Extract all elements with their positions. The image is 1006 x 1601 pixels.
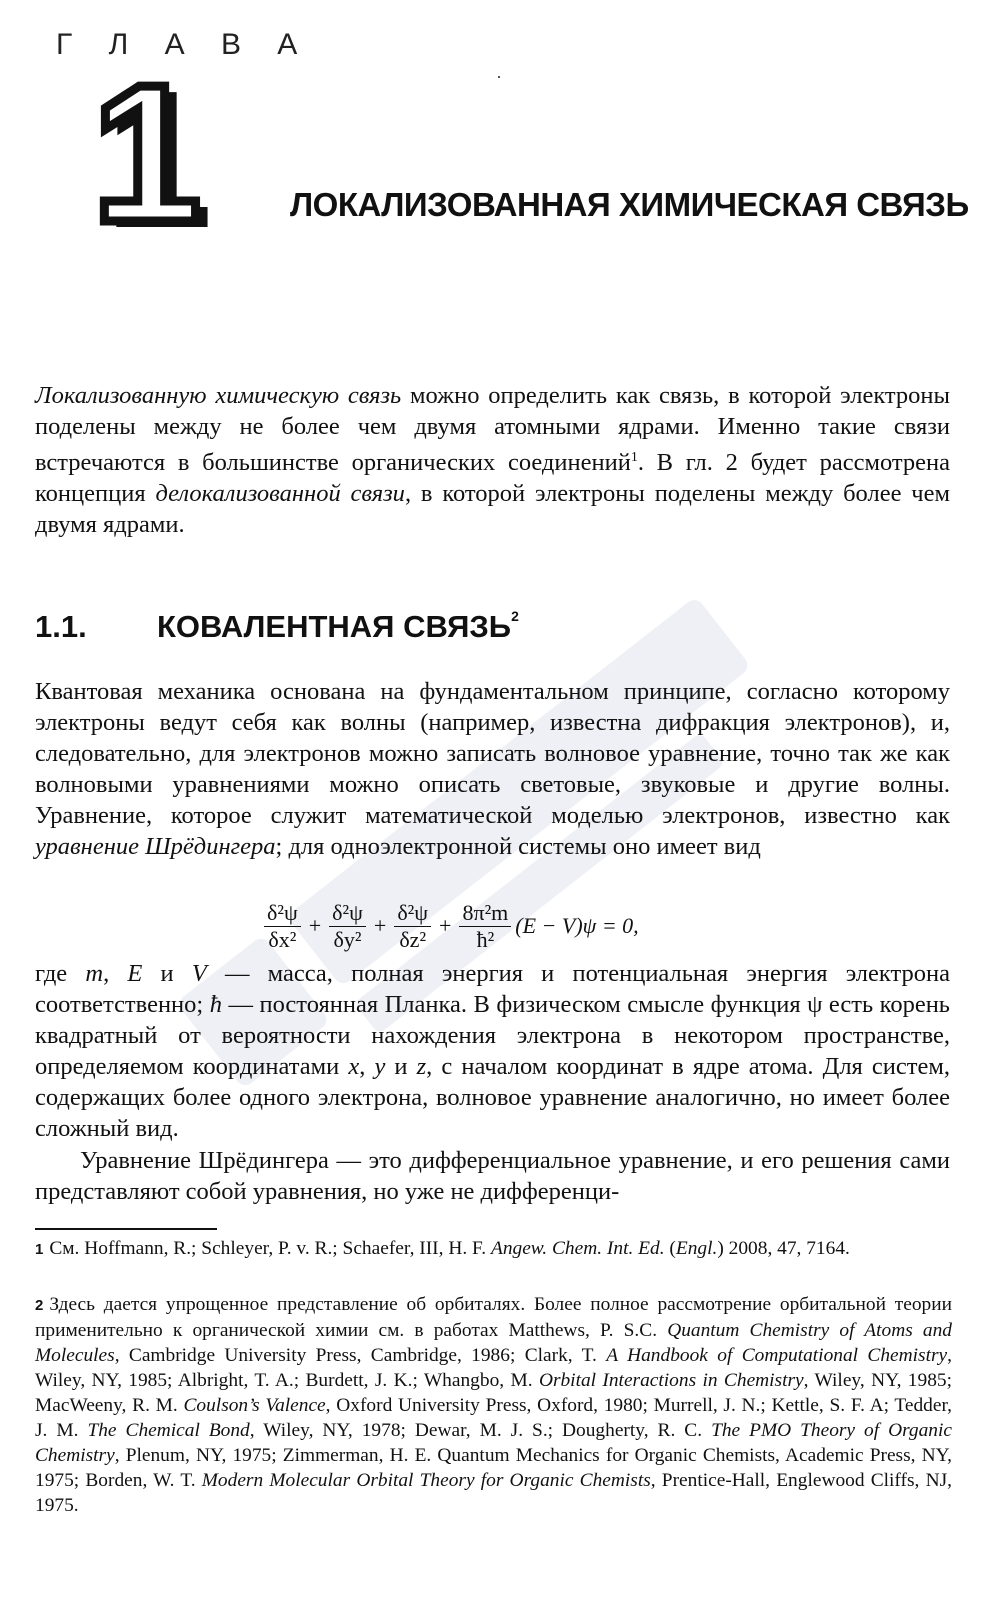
footnote-1: 1 См. Hoffmann, R.; Schleyer, P. v. R.; Schaefer, III, H. F. Angew. Chem. Int. Ed. (Engl.) 2008, 47, 7164.: [35, 1238, 850, 1259]
footnote-2: 2 Здесь дается упрощенное представление об орбиталях. Более полное рассмотрение орбитальной теории применительно к органической химии см. в работах Matthews, P. S.C. Quantum Chemistry of Atoms and Molecules, Cambridge University Press, Cambridge, 1986; Clark, T. A Handbook of Computational Chemistry, Wiley, NY, 1985; Albright, T. A.; Burdett, J. K.; Whangbo, M. Orbital Interactions in Chemistry, Wiley, NY, 1985; MacWeeny, R. M. Coulson’s Valence, Oxford University Press, Oxford, 1980; Murrell, J. N.; Kettle, S. F. A; Tedder, J. M. The Chemical Bond, Wiley, NY, 1978; Dewar, M. J. S.; Dougherty, R. C. The PMO Theory of Organic Chemistry, Plenum, NY, 1975; Zimmerman, H. E. Quantum Mechanics for Organic Chemists, Academic Press, NY, 1975; Borden, W. T. Modern Molecular Orbital Theory for Organic Chemists, Prentice-Hall, Englewood Cliffs, NJ, 1975.: [35, 1294, 953, 1516]
schrodinger-equation: $\frac{\text{δ²ψ}}{\text{δx²}}$ + $\frac{\text{δ²ψ}}{\text{δy²}}$ + $\frac{\text{δ²ψ}}{\text{δz²}}$ + $\frac{\text{8π²m}}{\text{ħ²}}$ (E − V)ψ = 0,: [260, 896, 780, 956]
fraction-z: $\frac{\text{δ²ψ}}{\text{δz²}}$: [394, 900, 431, 953]
chapter-title: ЛОКАЛИЗОВАННАЯ ХИМИЧЕСКАЯ СВЯЗЬ: [290, 186, 969, 223]
paragraph-3: Уравнение Шрёдингера — это дифференциальное уравнение, и его решения сами представляют собой уравнения, но уже не дифференци-: [35, 1147, 950, 1205]
fraction-y: $\frac{\text{δ²ψ}}{\text{δy²}}$: [329, 900, 366, 953]
scan-dot: [498, 76, 500, 78]
intro-term-2: делокализованной связи: [155, 480, 405, 508]
footnote-divider: [35, 1228, 217, 1230]
footnote-ref-1[interactable]: 1: [630, 450, 638, 465]
section-heading: [35, 608, 950, 645]
paragraph-2: где m, E и V — масса, полная энергия и потенциальная энергия электрона соответственно; ħ — постоянная Планка. В физическом смысле функция ψ есть корень квадратный от вероятности нахождения электрона в некотором пространстве, определяемом координатами x, y и z, с началом координат в ядре атома. Для систем, содержащих более одного электрона, волновое уравнение аналогично, но имеет более сложный вид.: [35, 960, 950, 1142]
chapter-label: Г Л А В А: [56, 28, 312, 61]
footnote-ref-2[interactable]: 2: [511, 608, 519, 624]
intro-term: Локализованную химическую связь: [35, 382, 402, 409]
paragraph-1: Квантовая механика основана на фундаментальном принципе, согласно которому электроны ведут себя как волны (например, известна дифракция электронов), и, следовательно, для электронов можно записать волновое уравнение, точно так же как волновыми уравнениями можно описать световые, звуковые и другие волны. Уравнение, которое служит математической моделью электронов, известно как уравнение Шрёдингера; для одноэлектронной системы оно имеет вид: [35, 678, 950, 860]
fraction-x: $\frac{\text{δ²ψ}}{\text{δx²}}$: [264, 900, 301, 953]
section-title: КОВАЛЕНТНАЯ СВЯЗЬ: [157, 609, 512, 644]
schrodinger-term: уравнение Шрёдингера: [35, 833, 276, 860]
equation-tail: (E − V)ψ = 0,: [515, 913, 639, 938]
fraction-constant: $\frac{\text{8π²m}}{\text{ħ²}}$: [459, 900, 511, 953]
section-number: 1.1.: [35, 609, 87, 644]
intro-paragraph: Локализованную химическую связь можно определить как связь, в которой электроны поделены между не более чем двумя атомными ядрами. Именно такие связи встречаются в большинстве органических соединений$^1$. В гл. 2 будет рассмотрена концепция делокализованной связи, в которой электроны поделены между более чем двумя ядрами.: [35, 382, 951, 539]
chapter-number: 1: [92, 44, 202, 263]
